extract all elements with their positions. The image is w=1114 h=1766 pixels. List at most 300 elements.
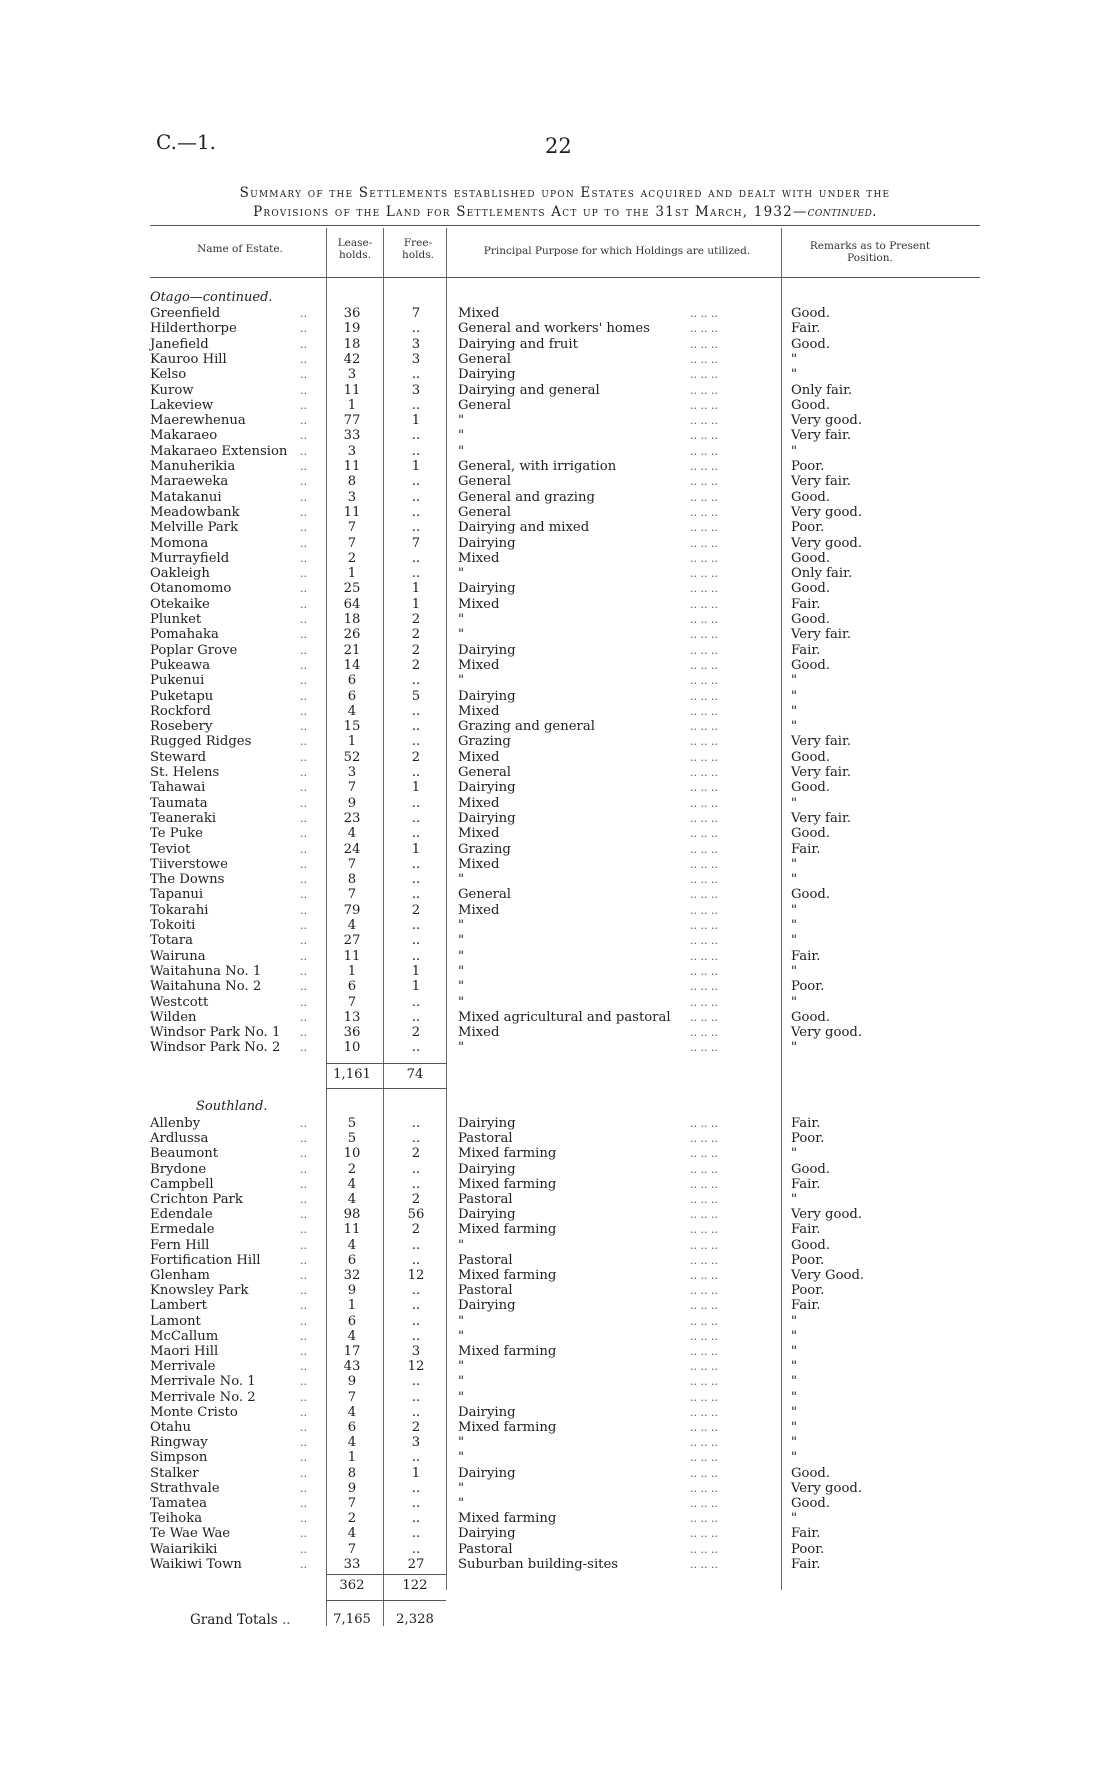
leader-dots: .. bbox=[300, 1132, 307, 1146]
table-row bbox=[0, 612, 1114, 627]
purpose-value: General, with irrigation bbox=[458, 459, 617, 474]
leaseholds-value: 19 bbox=[343, 321, 361, 337]
leader-dots: .. .. .. bbox=[690, 766, 718, 779]
table-row bbox=[0, 1390, 1114, 1405]
table-row bbox=[0, 995, 1114, 1010]
purpose-value: Dairying bbox=[458, 1298, 516, 1314]
leaseholds-value: 11 bbox=[343, 459, 361, 474]
col-header-purpose: Principal Purpose for which Holdings are utilized. bbox=[483, 245, 751, 257]
leaseholds-value: 33 bbox=[343, 1556, 361, 1572]
leader-dots: .. bbox=[300, 827, 307, 841]
purpose-value: " bbox=[458, 1237, 465, 1253]
remarks-value: " bbox=[791, 1040, 798, 1056]
estate-name: Strathvale bbox=[150, 1480, 220, 1496]
purpose-value: General bbox=[458, 887, 512, 903]
freeholds-value: .. bbox=[411, 703, 421, 719]
leader-dots: .. .. .. bbox=[690, 995, 718, 1009]
leader-dots: .. bbox=[300, 873, 307, 887]
purpose-value: " bbox=[458, 443, 465, 459]
table-row bbox=[0, 949, 1114, 964]
freeholds-value: 3 bbox=[411, 1344, 421, 1359]
remarks-value: " bbox=[791, 933, 798, 949]
leader-dots: .. bbox=[300, 368, 307, 382]
otago-total-rule bbox=[326, 1088, 446, 1089]
freeholds-value: 2 bbox=[411, 902, 421, 918]
leader-dots: .. .. .. bbox=[690, 322, 718, 336]
purpose-value: Dairying bbox=[458, 810, 516, 826]
freeholds-value: 1 bbox=[411, 581, 421, 597]
purpose-value: General bbox=[458, 765, 512, 780]
purpose-value: " bbox=[458, 1450, 465, 1466]
estate-name: Lakeview bbox=[150, 397, 214, 413]
remarks-value: Poor. bbox=[791, 459, 825, 474]
estate-name: Manuherikia bbox=[150, 459, 236, 474]
purpose-value: Grazing bbox=[458, 734, 511, 750]
leaseholds-value: 5 bbox=[347, 1131, 357, 1147]
purpose-value: " bbox=[458, 1374, 465, 1390]
leader-dots: .. bbox=[300, 1177, 307, 1191]
leader-dots: .. bbox=[300, 521, 307, 535]
leader-dots: .. bbox=[300, 414, 307, 428]
table-row bbox=[0, 872, 1114, 887]
leader-dots: .. bbox=[300, 322, 307, 336]
leaseholds-value: 6 bbox=[347, 1313, 357, 1329]
estate-name: Momona bbox=[150, 535, 209, 551]
purpose-value: General bbox=[458, 397, 512, 413]
table-row bbox=[0, 673, 1114, 688]
leaseholds-value: 18 bbox=[343, 612, 361, 627]
purpose-value: Mixed farming bbox=[458, 1176, 557, 1192]
remarks-value: " bbox=[791, 351, 798, 367]
estate-name: Maraeweka bbox=[150, 474, 229, 490]
remarks-value: Very fair. bbox=[791, 734, 852, 750]
remarks-value: Very Good. bbox=[791, 1268, 865, 1283]
leader-dots: .. .. .. bbox=[690, 1436, 718, 1450]
estate-name: Kelso bbox=[150, 367, 187, 383]
estate-name: Merrivale No. 1 bbox=[150, 1374, 256, 1390]
freeholds-value: 2 bbox=[411, 612, 421, 627]
leaseholds-value: 9 bbox=[347, 1374, 357, 1390]
estate-name: Lamont bbox=[150, 1313, 201, 1329]
leader-dots: .. .. .. bbox=[690, 1314, 718, 1328]
freeholds-value: .. bbox=[411, 810, 421, 826]
estate-name: Otanomomo bbox=[150, 581, 232, 597]
purpose-value: Dairying bbox=[458, 1161, 516, 1177]
leader-dots: .. bbox=[300, 1466, 307, 1480]
table-row bbox=[0, 689, 1114, 704]
leaseholds-value: 4 bbox=[347, 1192, 357, 1207]
leader-dots: .. bbox=[300, 857, 307, 871]
leader-dots: .. .. .. bbox=[690, 1405, 718, 1419]
freeholds-value: .. bbox=[411, 1009, 421, 1025]
leader-dots: .. bbox=[300, 1193, 307, 1206]
remarks-value: " bbox=[791, 1146, 798, 1162]
purpose-value: Pastoral bbox=[458, 1541, 513, 1557]
estate-name: McCallum bbox=[150, 1328, 219, 1344]
purpose-value: Dairying bbox=[458, 1207, 516, 1223]
leader-dots: .. bbox=[300, 1451, 307, 1465]
estate-name: Waikiwi Town bbox=[150, 1556, 242, 1572]
leader-dots: .. .. .. bbox=[690, 888, 718, 902]
leaseholds-value: 4 bbox=[347, 1435, 357, 1451]
remarks-value: " bbox=[791, 963, 798, 979]
leader-dots: .. .. .. bbox=[690, 1117, 718, 1130]
freeholds-value: .. bbox=[411, 1313, 421, 1329]
estate-name: The Downs bbox=[150, 872, 225, 888]
freeholds-value: .. bbox=[411, 918, 421, 933]
remarks-value: " bbox=[791, 1344, 798, 1359]
table-row bbox=[0, 719, 1114, 734]
leader-dots: .. bbox=[300, 307, 307, 320]
table-row bbox=[0, 1481, 1114, 1496]
leader-dots: .. bbox=[300, 1117, 307, 1130]
leaseholds-value: 4 bbox=[347, 1404, 357, 1420]
remarks-value: " bbox=[791, 673, 798, 689]
grand-total-leaseholds: 7,165 bbox=[333, 1612, 371, 1627]
estate-name: Plunket bbox=[150, 612, 202, 627]
purpose-value: Dairying bbox=[458, 688, 516, 704]
purpose-value: " bbox=[458, 673, 465, 689]
leader-dots: .. bbox=[300, 1238, 307, 1252]
leader-dots: .. .. .. bbox=[690, 628, 718, 642]
leader-dots: .. bbox=[300, 1405, 307, 1419]
table-row bbox=[0, 321, 1114, 336]
freeholds-value: 2 bbox=[411, 642, 421, 658]
purpose-value: Dairying bbox=[458, 1116, 516, 1131]
table-row bbox=[0, 1222, 1114, 1237]
purpose-value: Mixed bbox=[458, 826, 500, 842]
freeholds-value: .. bbox=[411, 1161, 421, 1177]
purpose-value: Pastoral bbox=[458, 1131, 513, 1147]
leader-dots: .. bbox=[300, 551, 307, 565]
table-row bbox=[0, 765, 1114, 780]
leaseholds-value: 27 bbox=[343, 933, 361, 949]
leader-dots: .. .. .. bbox=[690, 505, 718, 519]
leaseholds-value: 6 bbox=[347, 1252, 357, 1268]
table-row bbox=[0, 1283, 1114, 1298]
table-row bbox=[0, 1192, 1114, 1207]
remarks-value: Good. bbox=[791, 612, 831, 627]
leader-dots: .. .. .. bbox=[690, 597, 718, 611]
remarks-value: Fair. bbox=[791, 596, 821, 612]
remarks-value: Only fair. bbox=[791, 382, 853, 398]
purpose-value: " bbox=[458, 1313, 465, 1329]
table-row bbox=[0, 337, 1114, 352]
leader-dots: .. bbox=[300, 505, 307, 519]
leaseholds-value: 4 bbox=[347, 918, 357, 933]
estate-name: Tiiverstowe bbox=[150, 856, 228, 872]
remarks-value: Good. bbox=[791, 1161, 831, 1177]
table-row bbox=[0, 551, 1114, 566]
freeholds-value: 2 bbox=[411, 1146, 421, 1162]
leader-dots: .. bbox=[300, 888, 307, 902]
purpose-value: " bbox=[458, 1496, 465, 1511]
table-row bbox=[0, 857, 1114, 872]
table-row bbox=[0, 1010, 1114, 1025]
leaseholds-value: 3 bbox=[347, 443, 357, 459]
table-row bbox=[0, 490, 1114, 505]
estate-name: Tokoiti bbox=[150, 918, 196, 933]
estate-name: Otekaike bbox=[150, 596, 210, 612]
leader-dots: .. .. .. bbox=[690, 674, 718, 688]
table-row bbox=[0, 1253, 1114, 1268]
estate-name: Waitahuna No. 1 bbox=[150, 963, 262, 979]
freeholds-value: .. bbox=[411, 1176, 421, 1192]
freeholds-value: .. bbox=[411, 1526, 421, 1542]
leader-dots: .. bbox=[300, 1542, 307, 1556]
grand-totals-text: Grand Totals bbox=[190, 1612, 278, 1628]
freeholds-value: .. bbox=[411, 1328, 421, 1344]
remarks-value: Poor. bbox=[791, 1252, 825, 1268]
leader-dots: .. .. .. bbox=[690, 934, 718, 948]
freeholds-value: .. bbox=[411, 826, 421, 842]
leader-dots: .. bbox=[300, 1208, 307, 1222]
table-row bbox=[0, 306, 1114, 321]
leader-dots: .. .. .. bbox=[690, 1390, 718, 1404]
remarks-value: Poor. bbox=[791, 1131, 825, 1147]
leader-dots: .. .. .. bbox=[690, 1010, 718, 1024]
freeholds-value: 1 bbox=[411, 413, 421, 429]
table-row bbox=[0, 1025, 1114, 1040]
freeholds-value: .. bbox=[411, 1131, 421, 1147]
leader-dots: .. .. .. bbox=[690, 842, 718, 856]
remarks-value: Fair. bbox=[791, 642, 821, 658]
freeholds-value: .. bbox=[411, 1480, 421, 1496]
leader-dots: .. bbox=[300, 1026, 307, 1040]
southland-subtotal-rule bbox=[326, 1574, 446, 1575]
leaseholds-value: 7 bbox=[347, 856, 357, 872]
leader-dots: .. bbox=[300, 995, 307, 1009]
table-row bbox=[0, 704, 1114, 719]
leader-dots: .. bbox=[300, 1041, 307, 1055]
freeholds-value: 5 bbox=[411, 688, 421, 704]
freeholds-value: .. bbox=[411, 1541, 421, 1557]
leader-dots: .. bbox=[300, 597, 307, 611]
purpose-value: Grazing bbox=[458, 841, 511, 857]
remarks-value: " bbox=[791, 872, 798, 888]
freeholds-value: 27 bbox=[407, 1556, 425, 1572]
leader-dots: .. bbox=[300, 444, 307, 458]
estate-name: Te Wae Wae bbox=[150, 1526, 231, 1542]
leader-dots: .. bbox=[300, 1162, 307, 1176]
table-row bbox=[0, 1374, 1114, 1389]
leader-dots: .. .. .. bbox=[690, 1193, 718, 1206]
leaseholds-value: 15 bbox=[343, 719, 361, 735]
purpose-value: General bbox=[458, 351, 512, 367]
leader-dots: .. .. .. bbox=[690, 949, 718, 963]
purpose-value: Mixed farming bbox=[458, 1268, 557, 1283]
leaseholds-value: 43 bbox=[343, 1359, 361, 1375]
estate-name: Merrivale bbox=[150, 1359, 216, 1375]
leaseholds-value: 2 bbox=[347, 1511, 357, 1527]
leader-dots: .. .. .. bbox=[690, 536, 718, 550]
remarks-value: " bbox=[791, 795, 798, 811]
freeholds-value: 2 bbox=[411, 627, 421, 643]
purpose-value: " bbox=[458, 994, 465, 1010]
leaseholds-value: 1 bbox=[347, 1298, 357, 1314]
leader-dots: .. bbox=[300, 1329, 307, 1343]
purpose-value: Suburban building-sites bbox=[458, 1556, 619, 1572]
table-row bbox=[0, 1450, 1114, 1465]
leader-dots: .. bbox=[300, 1345, 307, 1358]
estate-name: Tokarahi bbox=[150, 902, 209, 918]
remarks-value: " bbox=[791, 856, 798, 872]
table-row bbox=[0, 1238, 1114, 1253]
leader-dots: .. .. .. bbox=[690, 827, 718, 841]
leader-dots: .. bbox=[300, 1010, 307, 1024]
purpose-value: " bbox=[458, 627, 465, 643]
leader-dots: .. .. .. bbox=[690, 490, 718, 504]
estate-name: Pukeawa bbox=[150, 657, 211, 673]
leader-dots: .. bbox=[300, 689, 307, 703]
estate-name: Westcott bbox=[150, 994, 209, 1010]
remarks-value: " bbox=[791, 1359, 798, 1375]
estate-name: Windsor Park No. 1 bbox=[150, 1025, 281, 1041]
report-reference: C.—1. bbox=[156, 130, 217, 154]
leader-dots: .. .. .. bbox=[690, 444, 718, 458]
table-row bbox=[0, 1116, 1114, 1131]
estate-name: Totara bbox=[150, 933, 194, 949]
leader-dots: .. bbox=[300, 1527, 307, 1541]
freeholds-value: .. bbox=[411, 428, 421, 444]
leader-dots: .. .. .. bbox=[690, 1329, 718, 1343]
purpose-value: Mixed bbox=[458, 306, 500, 321]
leader-dots: .. .. .. bbox=[690, 1238, 718, 1252]
otago-subtotal-rule bbox=[326, 1063, 446, 1064]
freeholds-value: 1 bbox=[411, 459, 421, 474]
freeholds-value: .. bbox=[411, 1237, 421, 1253]
estate-name: Tahawai bbox=[150, 780, 206, 796]
remarks-value: Poor. bbox=[791, 520, 825, 536]
leader-dots: .. .. .. bbox=[690, 1375, 718, 1389]
freeholds-value: .. bbox=[411, 1252, 421, 1268]
table-row bbox=[0, 1131, 1114, 1146]
freeholds-value: 2 bbox=[411, 1192, 421, 1207]
leaseholds-value: 7 bbox=[347, 520, 357, 536]
remarks-value: Good. bbox=[791, 1496, 831, 1511]
purpose-value: " bbox=[458, 1435, 465, 1451]
southland-total-leaseholds: 362 bbox=[339, 1578, 365, 1593]
table-row bbox=[0, 1268, 1114, 1283]
remarks-value: " bbox=[791, 902, 798, 918]
freeholds-value: .. bbox=[411, 1496, 421, 1511]
leader-dots: .. bbox=[300, 352, 307, 366]
leader-dots: .. .. .. bbox=[690, 352, 718, 366]
remarks-value: Very good. bbox=[791, 413, 863, 429]
leaseholds-value: 1 bbox=[347, 1450, 357, 1466]
purpose-value: Mixed bbox=[458, 657, 500, 673]
leader-dots: .. bbox=[300, 1481, 307, 1495]
leader-dots: .. .. .. bbox=[690, 919, 718, 932]
purpose-value: Dairying bbox=[458, 780, 516, 796]
estate-name: Waitahuna No. 2 bbox=[150, 979, 262, 995]
estate-name: Knowsley Park bbox=[150, 1283, 249, 1299]
estate-name: Teviot bbox=[150, 841, 191, 857]
purpose-value: General and grazing bbox=[458, 489, 595, 505]
remarks-value: Good. bbox=[791, 657, 831, 673]
leader-dots: .. bbox=[300, 1284, 307, 1298]
freeholds-value: .. bbox=[411, 443, 421, 459]
leader-dots: .. bbox=[300, 934, 307, 948]
estate-name: Stalker bbox=[150, 1465, 199, 1481]
remarks-value: Very fair. bbox=[791, 765, 852, 780]
table-row bbox=[0, 1526, 1114, 1541]
purpose-value: " bbox=[458, 1389, 465, 1405]
purpose-value: " bbox=[458, 872, 465, 888]
freeholds-value: 3 bbox=[411, 1435, 421, 1451]
freeholds-value: .. bbox=[411, 489, 421, 505]
freeholds-value: .. bbox=[411, 994, 421, 1010]
leaseholds-value: 4 bbox=[347, 1526, 357, 1542]
leader-dots: .. bbox=[300, 903, 307, 917]
estate-name: Maerewhenua bbox=[150, 413, 246, 429]
remarks-value: Good. bbox=[791, 489, 831, 505]
leader-dots: .. .. .. bbox=[690, 704, 718, 718]
leader-dots: .. .. .. bbox=[690, 1527, 718, 1541]
freeholds-value: .. bbox=[411, 933, 421, 949]
leader-dots: .. bbox=[300, 383, 307, 397]
freeholds-value: .. bbox=[411, 1283, 421, 1299]
leader-dots: .. bbox=[300, 1299, 307, 1313]
table-row bbox=[0, 627, 1114, 642]
leaseholds-value: 4 bbox=[347, 703, 357, 719]
estate-name: Campbell bbox=[150, 1176, 214, 1192]
table-row bbox=[0, 367, 1114, 382]
leaseholds-value: 9 bbox=[347, 795, 357, 811]
leader-dots: .. .. .. bbox=[690, 1481, 718, 1495]
remarks-value: " bbox=[791, 1420, 798, 1435]
estate-name: Rugged Ridges bbox=[150, 734, 252, 750]
purpose-value: " bbox=[458, 428, 465, 444]
purpose-value: " bbox=[458, 979, 465, 995]
remarks-value: Good. bbox=[791, 581, 831, 597]
freeholds-value: .. bbox=[411, 504, 421, 520]
freeholds-value: .. bbox=[411, 566, 421, 582]
leader-dots: .. bbox=[300, 490, 307, 504]
purpose-value: Pastoral bbox=[458, 1192, 513, 1207]
col-header-freeholds: Free- holds. bbox=[402, 237, 434, 261]
otago-total-leaseholds: 1,161 bbox=[333, 1067, 371, 1082]
leaseholds-value: 9 bbox=[347, 1480, 357, 1496]
remarks-value: " bbox=[791, 1435, 798, 1451]
freeholds-value: .. bbox=[411, 765, 421, 780]
estate-name: Allenby bbox=[150, 1116, 201, 1131]
remarks-value: Fair. bbox=[791, 1556, 821, 1572]
purpose-value: Mixed bbox=[458, 550, 500, 566]
leaseholds-value: 7 bbox=[347, 1496, 357, 1511]
title-line-2 bbox=[150, 203, 980, 222]
estate-name: Wairuna bbox=[150, 948, 206, 964]
leader-dots: .. bbox=[300, 1223, 307, 1237]
freeholds-value: .. bbox=[411, 795, 421, 811]
freeholds-value: 3 bbox=[411, 382, 421, 398]
estate-name: Puketapu bbox=[150, 688, 214, 704]
remarks-value: Fair. bbox=[791, 1176, 821, 1192]
leader-dots: .. bbox=[300, 1147, 307, 1161]
estate-name: Teaneraki bbox=[150, 810, 217, 826]
purpose-value: " bbox=[458, 566, 465, 582]
purpose-value: Mixed bbox=[458, 596, 500, 612]
estate-name: Greenfield bbox=[150, 306, 221, 321]
leader-dots: .. .. .. bbox=[690, 1284, 718, 1298]
leader-dots: .. bbox=[300, 919, 307, 932]
leaseholds-value: 8 bbox=[347, 872, 357, 888]
leaseholds-value: 23 bbox=[343, 810, 361, 826]
table-row bbox=[0, 352, 1114, 367]
purpose-value: Mixed farming bbox=[458, 1222, 557, 1238]
remarks-value: Very fair. bbox=[791, 627, 852, 643]
leaseholds-value: 11 bbox=[343, 948, 361, 964]
